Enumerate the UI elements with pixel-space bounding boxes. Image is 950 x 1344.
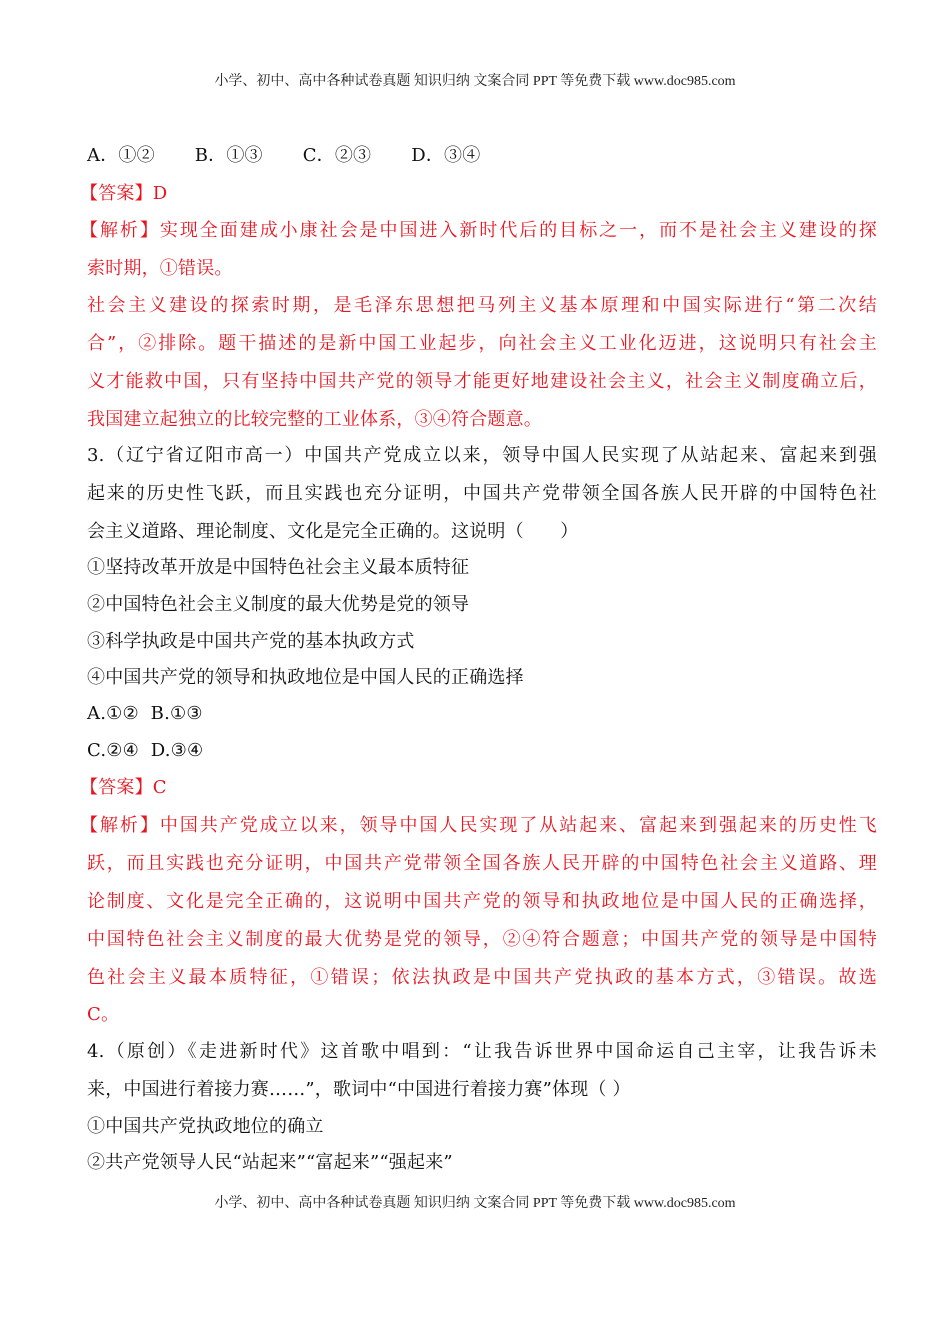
q3-stem-line-3: 会主义道路、理论制度、文化是完全正确的。这说明（ ） xyxy=(87,521,579,542)
q3-statement-3: ③科学执政是中国共产党的基本执政方式 xyxy=(87,631,415,652)
q2-answer: 【答案】D xyxy=(80,183,168,204)
q2-analysis-line-4: 合”，②排除。题干描述的是新中国工业起步，向社会主义工业化迈进，这说明只有社会主 xyxy=(87,333,877,354)
q3-statement-1: ①坚持改革开放是中国特色社会主义最本质特征 xyxy=(87,557,470,578)
q3-analysis-line-1 xyxy=(80,815,877,837)
q2-option-a: A．①② xyxy=(87,145,155,166)
q4-stem-line-1: 4.（原创）《走进新时代》这首歌中唱到：“让我告诉世界中国命运自己主宰，让我告诉未 xyxy=(87,1041,877,1062)
q2-options xyxy=(87,145,877,167)
q3-analysis-line-5: 色社会主义最本质特征，①错误；依法执政是中国共产党执政的基本方式，③错误。故选 xyxy=(87,967,877,988)
q2-analysis-label: 【解析】 xyxy=(80,220,160,241)
q3-stem-line-2: 起来的历史性飞跃，而且实践也充分证明，中国共产党带领全国各族人民开辟的中国特色社 xyxy=(87,483,877,504)
q3-statement-4: ④中国共产党的领导和执政地位是中国人民的正确选择 xyxy=(87,667,524,688)
q4-stem-line-2: 来，中国进行着接力赛……”，歌词中“中国进行着接力赛”体现（ ） xyxy=(87,1079,631,1100)
q3-analysis-line-2: 跃，而且实践也充分证明，中国共产党带领全国各族人民开辟的中国特色社会主义道路、理 xyxy=(87,853,877,874)
q3-answer: 【答案】C xyxy=(80,777,167,798)
q2-analysis-line-5: 义才能救中国，只有坚持中国共产党的领导才能更好地建设社会主义，社会主义制度确立后， xyxy=(87,371,877,392)
q3-analysis-line-4: 中国特色社会主义制度的最大优势是党的领导，②④符合题意；中国共产党的领导是中国特 xyxy=(87,929,877,950)
q2-option-d: D．③④ xyxy=(411,145,481,166)
q2-analysis-line-3: 社会主义建设的探索时期，是毛泽东思想把马列主义基本原理和中国实际进行“第二次结 xyxy=(87,295,877,316)
q3-analysis-line-6: C。 xyxy=(87,1004,120,1025)
q3-analysis-label: 【解析】 xyxy=(80,815,160,836)
q2-option-b: B．①③ xyxy=(194,145,263,166)
q4-statement-2: ②共产党领导人民“站起来”“富起来”“强起来” xyxy=(87,1152,453,1173)
q3-analysis-line-3: 论制度、文化是完全正确的，这说明中国共产党的领导和执政地位是中国人民的正确选择， xyxy=(87,891,877,912)
q2-analysis-line-2: 索时期，①错误。 xyxy=(87,258,233,279)
q3-statement-2: ②中国特色社会主义制度的最大优势是党的领导 xyxy=(87,594,470,615)
q2-option-c: C．②③ xyxy=(302,145,372,166)
q3-stem-line-1: 3.（辽宁省辽阳市高一）中国共产党成立以来，领导中国人民实现了从站起来、富起来到强 xyxy=(87,445,877,466)
page-footer: 小学、初中、高中各种试卷真题 知识归纳 文案合同 PPT 等免费下载 www.doc985.com xyxy=(214,1196,736,1211)
q2-analysis-text: 实现全面建成小康社会是中国进入新时代后的目标之一，而不是社会主义建设的探 xyxy=(159,220,877,241)
q2-analysis-line-1 xyxy=(80,220,877,242)
q3-analysis-text: 中国共产党成立以来，领导中国人民实现了从站起来、富起来到强起来的历史性飞 xyxy=(159,815,877,836)
page-header: 小学、初中、高中各种试卷真题 知识归纳 文案合同 PPT 等免费下载 www.doc985.com xyxy=(214,74,736,89)
q4-statement-1: ①中国共产党执政地位的确立 xyxy=(87,1116,324,1137)
q2-analysis-line-6: 我国建立起独立的比较完整的工业体系，③④符合题意。 xyxy=(87,409,542,430)
q3-options-line-2: C.②④ D.③④ xyxy=(87,740,204,761)
q3-options-line-1: A.①② B.①③ xyxy=(87,703,203,724)
